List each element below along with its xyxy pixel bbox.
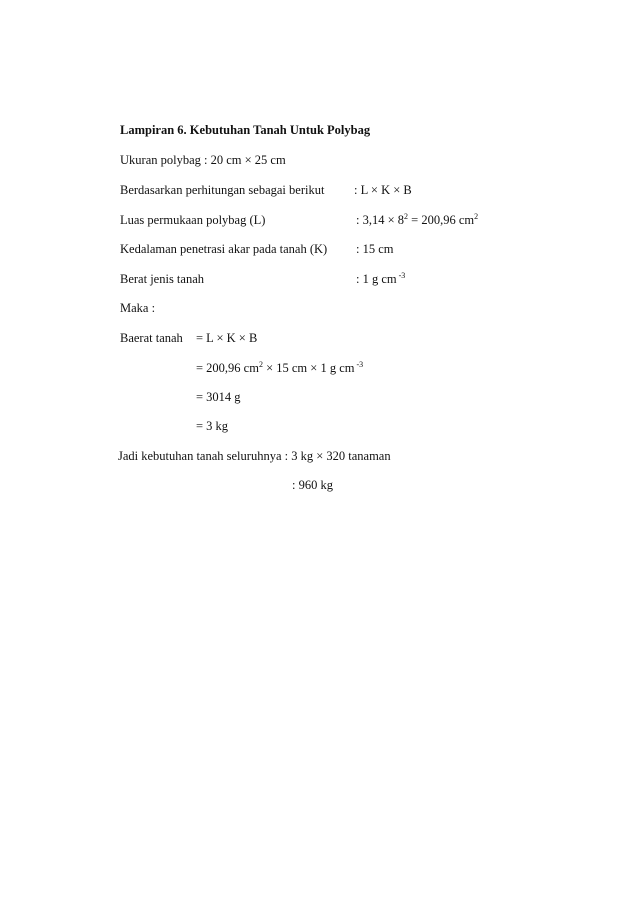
step2-exponent-2: -3 (354, 360, 364, 369)
calc-step-2 (196, 362, 363, 375)
density-value-pre: : 1 g cm (356, 272, 397, 286)
step2-mid: × 15 cm × 1 g cm (262, 361, 355, 375)
total-result: : 960 kg (292, 478, 333, 492)
calc-step-3: = 3014 g (196, 390, 241, 404)
step2-exponent: 2 (258, 360, 263, 369)
row-density-value (356, 273, 405, 286)
area-unit-exponent: 2 (474, 212, 479, 221)
calc-label: Baerat tanah (120, 331, 183, 345)
calc-step-4: = 3 kg (196, 419, 229, 433)
row-density-label: Berat jenis tanah (120, 272, 204, 286)
row-depth-value: : 15 cm (356, 242, 394, 256)
area-value-post: = 200,96 cm (408, 213, 475, 227)
row-basis-label: Berdasarkan perhitungan sebagai berikut (120, 183, 325, 197)
area-value-pre: : 3,14 × 8 (356, 213, 405, 227)
polybag-size-text: Ukuran polybag : 20 cm × 25 cm (120, 153, 286, 167)
area-exponent: 2 (404, 212, 409, 221)
total-label: Jadi kebutuhan tanah seluruhnya : 3 kg × 320 tanaman (118, 449, 391, 463)
step2-pre: = 200,96 cm (196, 361, 259, 375)
row-basis-value: : L × K × B (354, 183, 412, 197)
calc-step-1: = L × K × B (196, 331, 258, 345)
density-exponent: -3 (396, 271, 406, 280)
row-area-value (356, 214, 478, 227)
page-title: Lampiran 6. Kebutuhan Tanah Untuk Polybag (120, 123, 371, 137)
row-depth-label: Kedalaman penetrasi akar pada tanah (K) (120, 242, 328, 256)
maka-label: Maka : (120, 301, 156, 315)
row-area-label: Luas permukaan polybag (L) (120, 213, 266, 227)
